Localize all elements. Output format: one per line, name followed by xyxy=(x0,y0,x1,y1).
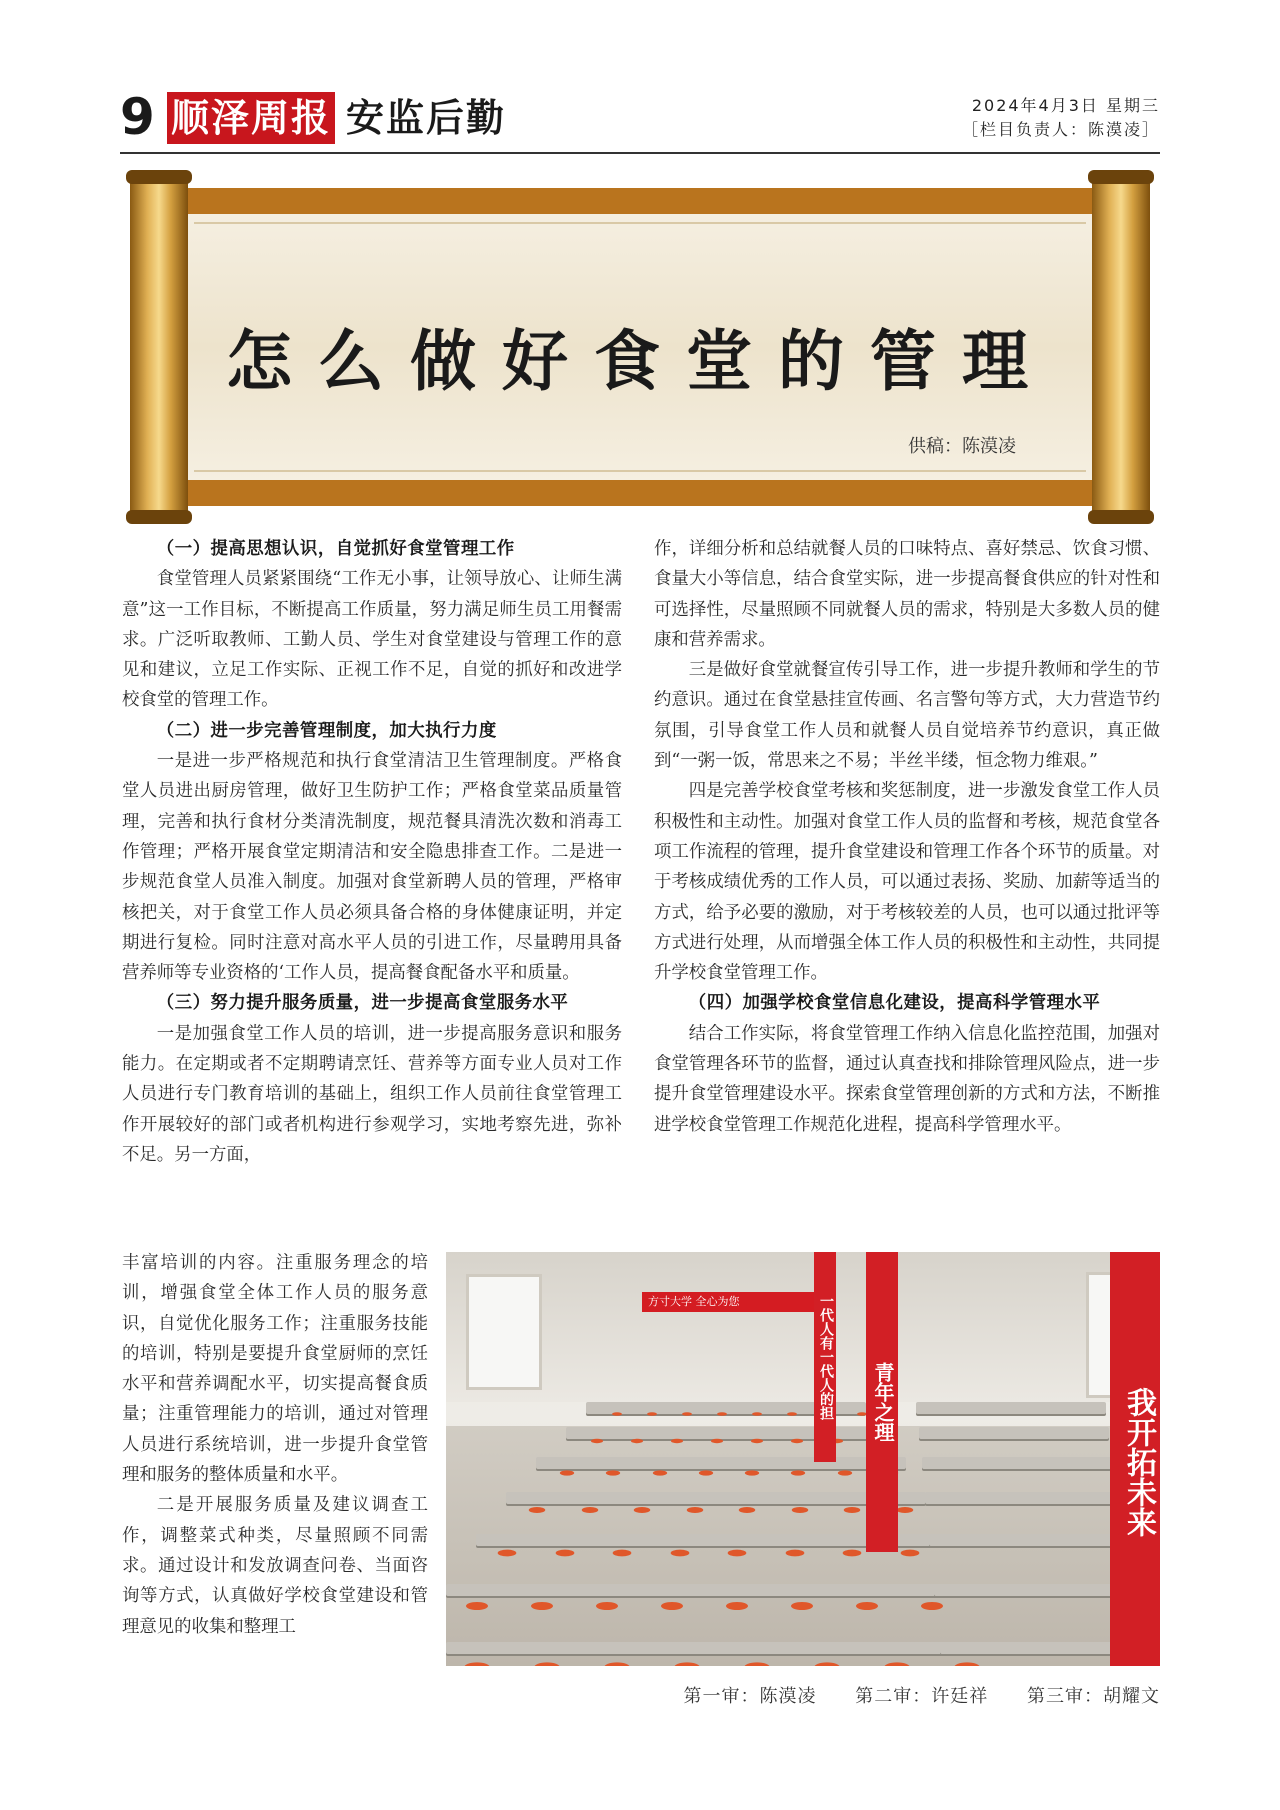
section-heading: （一）提高思想认识，自觉抓好食堂管理工作 xyxy=(156,539,515,559)
dining-table xyxy=(934,1584,1124,1596)
stool xyxy=(699,1470,713,1475)
dining-table xyxy=(506,1492,926,1504)
stool xyxy=(529,1507,546,1513)
second-reviewer: 第二审：许廷祥 xyxy=(855,1686,989,1707)
header-divider xyxy=(120,152,1160,154)
scroll-rod-right xyxy=(1092,176,1150,518)
page-number: 9 xyxy=(120,88,155,146)
article-title: 怎么做好食堂的管理 xyxy=(226,322,1054,400)
stool xyxy=(631,1439,643,1443)
dining-table xyxy=(929,1534,1119,1546)
paragraph: 作，详细分析和总结就餐人员的口味特点、喜好禁忌、饮食习惯、食量大小等信息，结合食堂实际，进一步提高餐食供应的针对性和可选择性，尽量照顾不同就餐人员的需求，特别是大多数人员的健康和营养需求。 xyxy=(654,539,1160,650)
section-heading: （三）努力提升服务质量，进一步提高食堂服务水平 xyxy=(156,993,569,1014)
paragraph: 丰富培训的内容。注重服务理念的培训，增强食堂全体工作人员的服务意识，自觉优化服务工作；注重服务技能的培训，特别是要提升食堂厨师的烹饪水平和营养调配水平，切实提高餐食质量；注重管理能力的培训，通过对管理人员进行系统培训，进一步提升食堂管理和服务的整体质量和水平。 xyxy=(122,1253,428,1486)
photo-pillar xyxy=(866,1252,898,1552)
dining-table xyxy=(916,1402,1106,1414)
issue-info xyxy=(962,94,1160,142)
paragraph: 一是加强食堂工作人员的培训，进一步提高服务意识和服务能力。在定期或者不定期聘请烹饪、营养等方面专业人员对工作人员进行专门教育培训的基础上，组织工作人员前往食堂管理工作开展较好的部门或者机构进行参观学习，实地考察先进，弥补不足。另一方面， xyxy=(122,1023,622,1165)
stool xyxy=(682,1412,692,1416)
stool xyxy=(717,1412,727,1416)
dining-table xyxy=(446,1584,966,1596)
section-heading: （二）进一步完善管理制度，加大执行力度 xyxy=(156,720,497,741)
stool xyxy=(661,1602,683,1610)
paragraph: 二是开展服务质量及建议调查工作，调整菜式种类，尽量照顾不同需求。通过设计和发放调查问卷、当面咨询等方式，认真做好学校食堂建设和管理意见的收集和整理工 xyxy=(122,1495,428,1637)
photo-pillar xyxy=(814,1252,836,1462)
dining-table xyxy=(919,1427,1109,1439)
dining-table xyxy=(940,1642,1130,1654)
pillar-slogan: 青年之理 xyxy=(871,1362,895,1442)
dining-table xyxy=(922,1457,1112,1469)
article-column-left xyxy=(122,534,622,1170)
column-editor: ［栏目负责人：陈漠凌］ xyxy=(961,120,1160,139)
dining-table xyxy=(536,1457,906,1469)
article-column-bottom xyxy=(122,1248,428,1642)
paragraph: 结合工作实际，将食堂管理工作纳入信息化监控范围，加强对食堂管理各环节的监督，通过认真查找和排除管理风险点，进一步提升食堂管理建设水平。探索食堂管理创新的方式和方法，不断推进学校食堂管理工作规范化进程，提高科学管理水平。 xyxy=(654,1023,1160,1135)
canteen-photo xyxy=(446,1252,1160,1666)
article-column-right xyxy=(654,534,1160,1140)
stool xyxy=(560,1470,574,1475)
issue-date: 2024年4月3日 星期三 xyxy=(971,96,1160,115)
section-heading: （四）加强学校食堂信息化建设，提高科学管理水平 xyxy=(688,993,1101,1014)
first-reviewer: 第一审：陈漠凌 xyxy=(683,1686,817,1707)
newspaper-masthead: 顺泽周报 xyxy=(167,92,335,144)
review-credits xyxy=(684,1682,1160,1708)
dining-table xyxy=(925,1492,1115,1504)
stool xyxy=(591,1439,603,1443)
stool xyxy=(634,1507,651,1513)
stool xyxy=(686,1507,703,1513)
stool xyxy=(711,1439,723,1443)
stool xyxy=(647,1412,657,1416)
stool xyxy=(752,1412,762,1416)
photo-ceiling xyxy=(446,1252,1160,1402)
stool xyxy=(787,1412,797,1416)
stool xyxy=(612,1412,622,1416)
stool xyxy=(791,1507,808,1513)
stool xyxy=(921,1602,943,1610)
dining-table xyxy=(446,1642,1006,1654)
stool xyxy=(606,1470,620,1475)
article-byline: 供稿：陈漠凌 xyxy=(908,436,1016,457)
stool xyxy=(652,1470,666,1475)
stool xyxy=(739,1507,756,1513)
stool xyxy=(596,1602,618,1610)
stool xyxy=(751,1439,763,1443)
dining-table xyxy=(566,1427,886,1439)
stool xyxy=(726,1602,748,1610)
paragraph: 一是进一步严格规范和执行食堂清洁卫生管理制度。严格食堂人员进出厨房管理，做好卫生防护工作；严格食堂菜品质量管理，完善和执行食材分类清洗制度，规范餐具清洗次数和消毒工作管理；严格开展食堂定期清洁和安全隐患排查工作。二是进一步规范食堂人员准入制度。加强对食堂新聘人员的管理，严格审核把关，对于食堂工作人员必须具备合格的身体健康证明，并定期进行复检。同时注意对高水平人员的引进工作，尽量聘用具备营养师等专业资格的‘工作人员，提高餐食配备水平和质量。 xyxy=(122,751,622,984)
stool xyxy=(791,1470,805,1475)
stool xyxy=(856,1602,878,1610)
pillar-slogan: 我开拓未来 xyxy=(1121,1387,1156,1537)
scroll-paper xyxy=(178,188,1102,506)
stool xyxy=(791,1439,803,1443)
paragraph: 四是完善学校食堂考核和奖惩制度，进一步激发食堂工作人员积极性和主动性。加强对食堂工作人员的监督和考核，规范食堂各项工作流程的管理，提升食堂建设和管理工作各个环节的质量。对于考核成绩优秀的工作人员，可以通过表扬、奖励、加薪等适当的方式，给予必要的激励，对于考核较差的人员，也可以通过批评等方式进行处理，从而增强全体工作人员的积极性和主动性，共同提升学校食堂管理工作。 xyxy=(654,781,1160,984)
stool xyxy=(896,1507,913,1513)
pillar-slogan: 一代人有一代人的担 xyxy=(818,1294,834,1420)
stool xyxy=(531,1602,553,1610)
stool xyxy=(466,1602,488,1610)
scroll-rod-left xyxy=(130,176,188,518)
photo-pillar xyxy=(1110,1252,1160,1666)
stool xyxy=(745,1470,759,1475)
stool xyxy=(791,1602,813,1610)
stool xyxy=(671,1439,683,1443)
paragraph: 三是做好食堂就餐宣传引导工作，进一步提升教师和学生的节约意识。通过在食堂悬挂宣传画、名言警句等方式，大力营造节约氛围，引导食堂工作人员和就餐人员自觉培养节约意识，真正做到“一粥一饭，常思来之不易；半丝半缕，恒念物力维艰。” xyxy=(654,660,1160,772)
section-title: 安监后勤 xyxy=(346,96,507,140)
paragraph: 食堂管理人员紧紧围绕“工作无小事，让领导放心、让师生满意”这一工作目标，不断提高工作质量，努力满足师生员工用餐需求。广泛听取教师、工勤人员、学生对食堂建设与管理工作的意见和建议，立足工作实际、正视工作不足，自觉的抓好和改进学校食堂的管理工作。 xyxy=(122,569,622,711)
third-reviewer: 第三审：胡耀文 xyxy=(1027,1686,1160,1707)
title-scroll-banner xyxy=(118,176,1162,518)
photo-wall-banner: 方寸大学 全心为您 xyxy=(642,1292,814,1312)
stool xyxy=(844,1507,861,1513)
photo-window xyxy=(466,1274,542,1390)
stool xyxy=(837,1470,851,1475)
stool xyxy=(581,1507,598,1513)
